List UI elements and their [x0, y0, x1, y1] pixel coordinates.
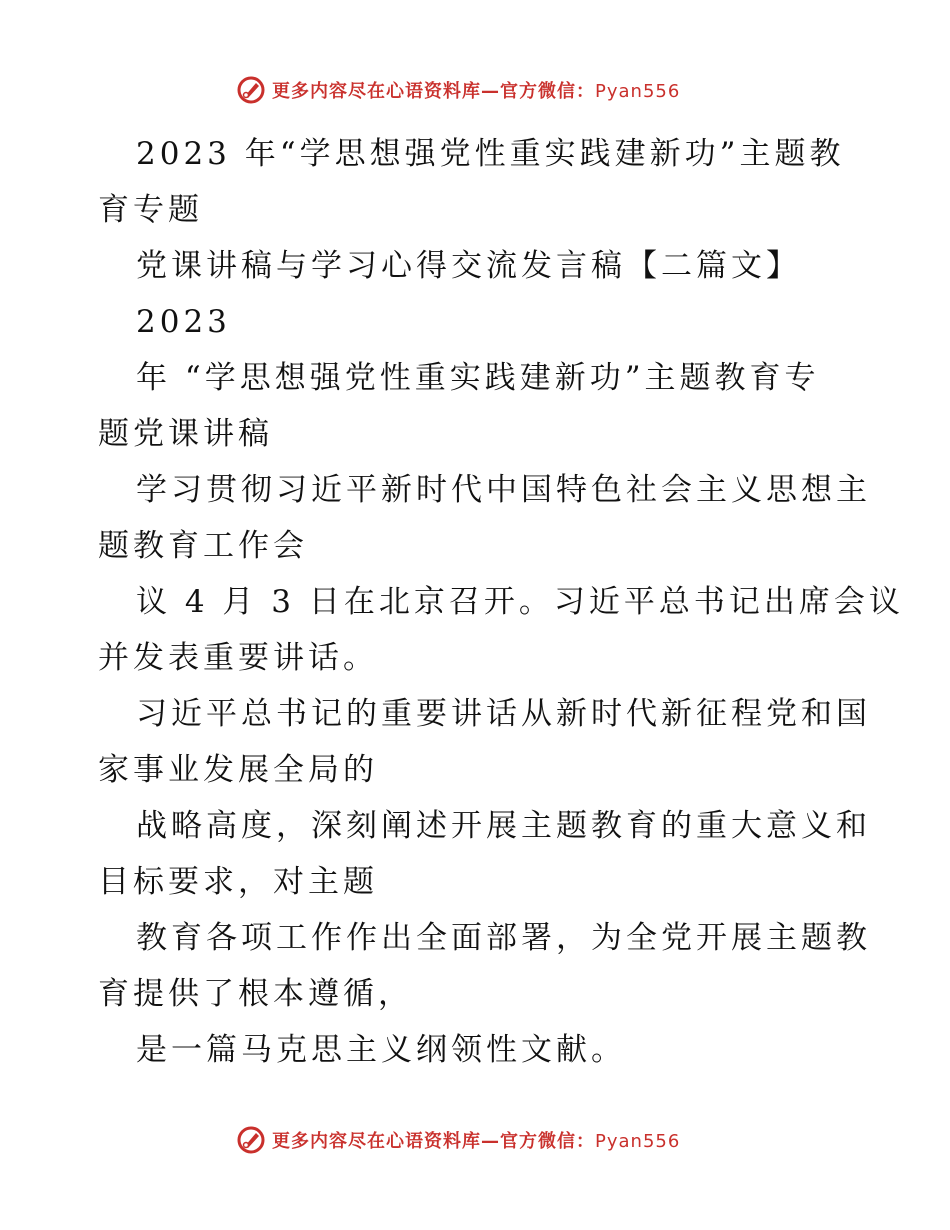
- watermark-official: 官方微信：: [500, 1131, 595, 1152]
- watermark-text: [272, 77, 680, 103]
- text-line: 教育各项工作作出全面部署，为全党开展主题教: [136, 920, 871, 956]
- text-line: 题党课讲稿: [98, 416, 273, 452]
- brand-logo-icon: [236, 1125, 266, 1155]
- text-line: 2023: [136, 304, 231, 340]
- watermark-brand: 更多内容尽在心语资料库: [272, 81, 481, 102]
- text-line: 目标要求，对主题: [98, 864, 378, 900]
- text-line: 党课讲稿与学习心得交流发言稿【二篇文】: [136, 248, 801, 284]
- watermark-text: [272, 1127, 680, 1153]
- text-line: 学习贯彻习近平新时代中国特色社会主义思想主: [136, 472, 871, 508]
- text-line: 家事业发展全局的: [98, 752, 378, 788]
- text-line: 习近平总书记的重要讲话从新时代新征程党和国: [136, 696, 871, 732]
- document-body: [98, 126, 904, 1078]
- text-line: 并发表重要讲话。: [98, 640, 378, 676]
- text-line: 年 “学思想强党性重实践建新功”主题教育专: [136, 360, 820, 396]
- watermark-separator: —: [481, 1131, 500, 1152]
- text-line: 战略高度，深刻阐述开展主题教育的重大意义和: [136, 808, 871, 844]
- watermark-brand: 更多内容尽在心语资料库: [272, 1131, 481, 1152]
- text-line: 育专题: [98, 192, 203, 228]
- text-line: 议 4 月 3 日在北京召开。习近平总书记出席会议: [136, 584, 904, 620]
- text-line: 2023 年“学思想强党性重实践建新功”主题教: [136, 136, 845, 172]
- watermark-official: 官方微信：: [500, 81, 595, 102]
- header-watermark: [236, 74, 680, 106]
- watermark-id: Pyan556: [595, 1131, 681, 1152]
- watermark-id: Pyan556: [595, 81, 681, 102]
- footer-watermark: [236, 1124, 680, 1156]
- text-line: 是一篇马克思主义纲领性文献。: [136, 1032, 626, 1068]
- text-line: 题教育工作会: [98, 528, 308, 564]
- text-line: 育提供了根本遵循，: [98, 976, 413, 1012]
- brand-logo-icon: [236, 75, 266, 105]
- watermark-separator: —: [481, 81, 500, 102]
